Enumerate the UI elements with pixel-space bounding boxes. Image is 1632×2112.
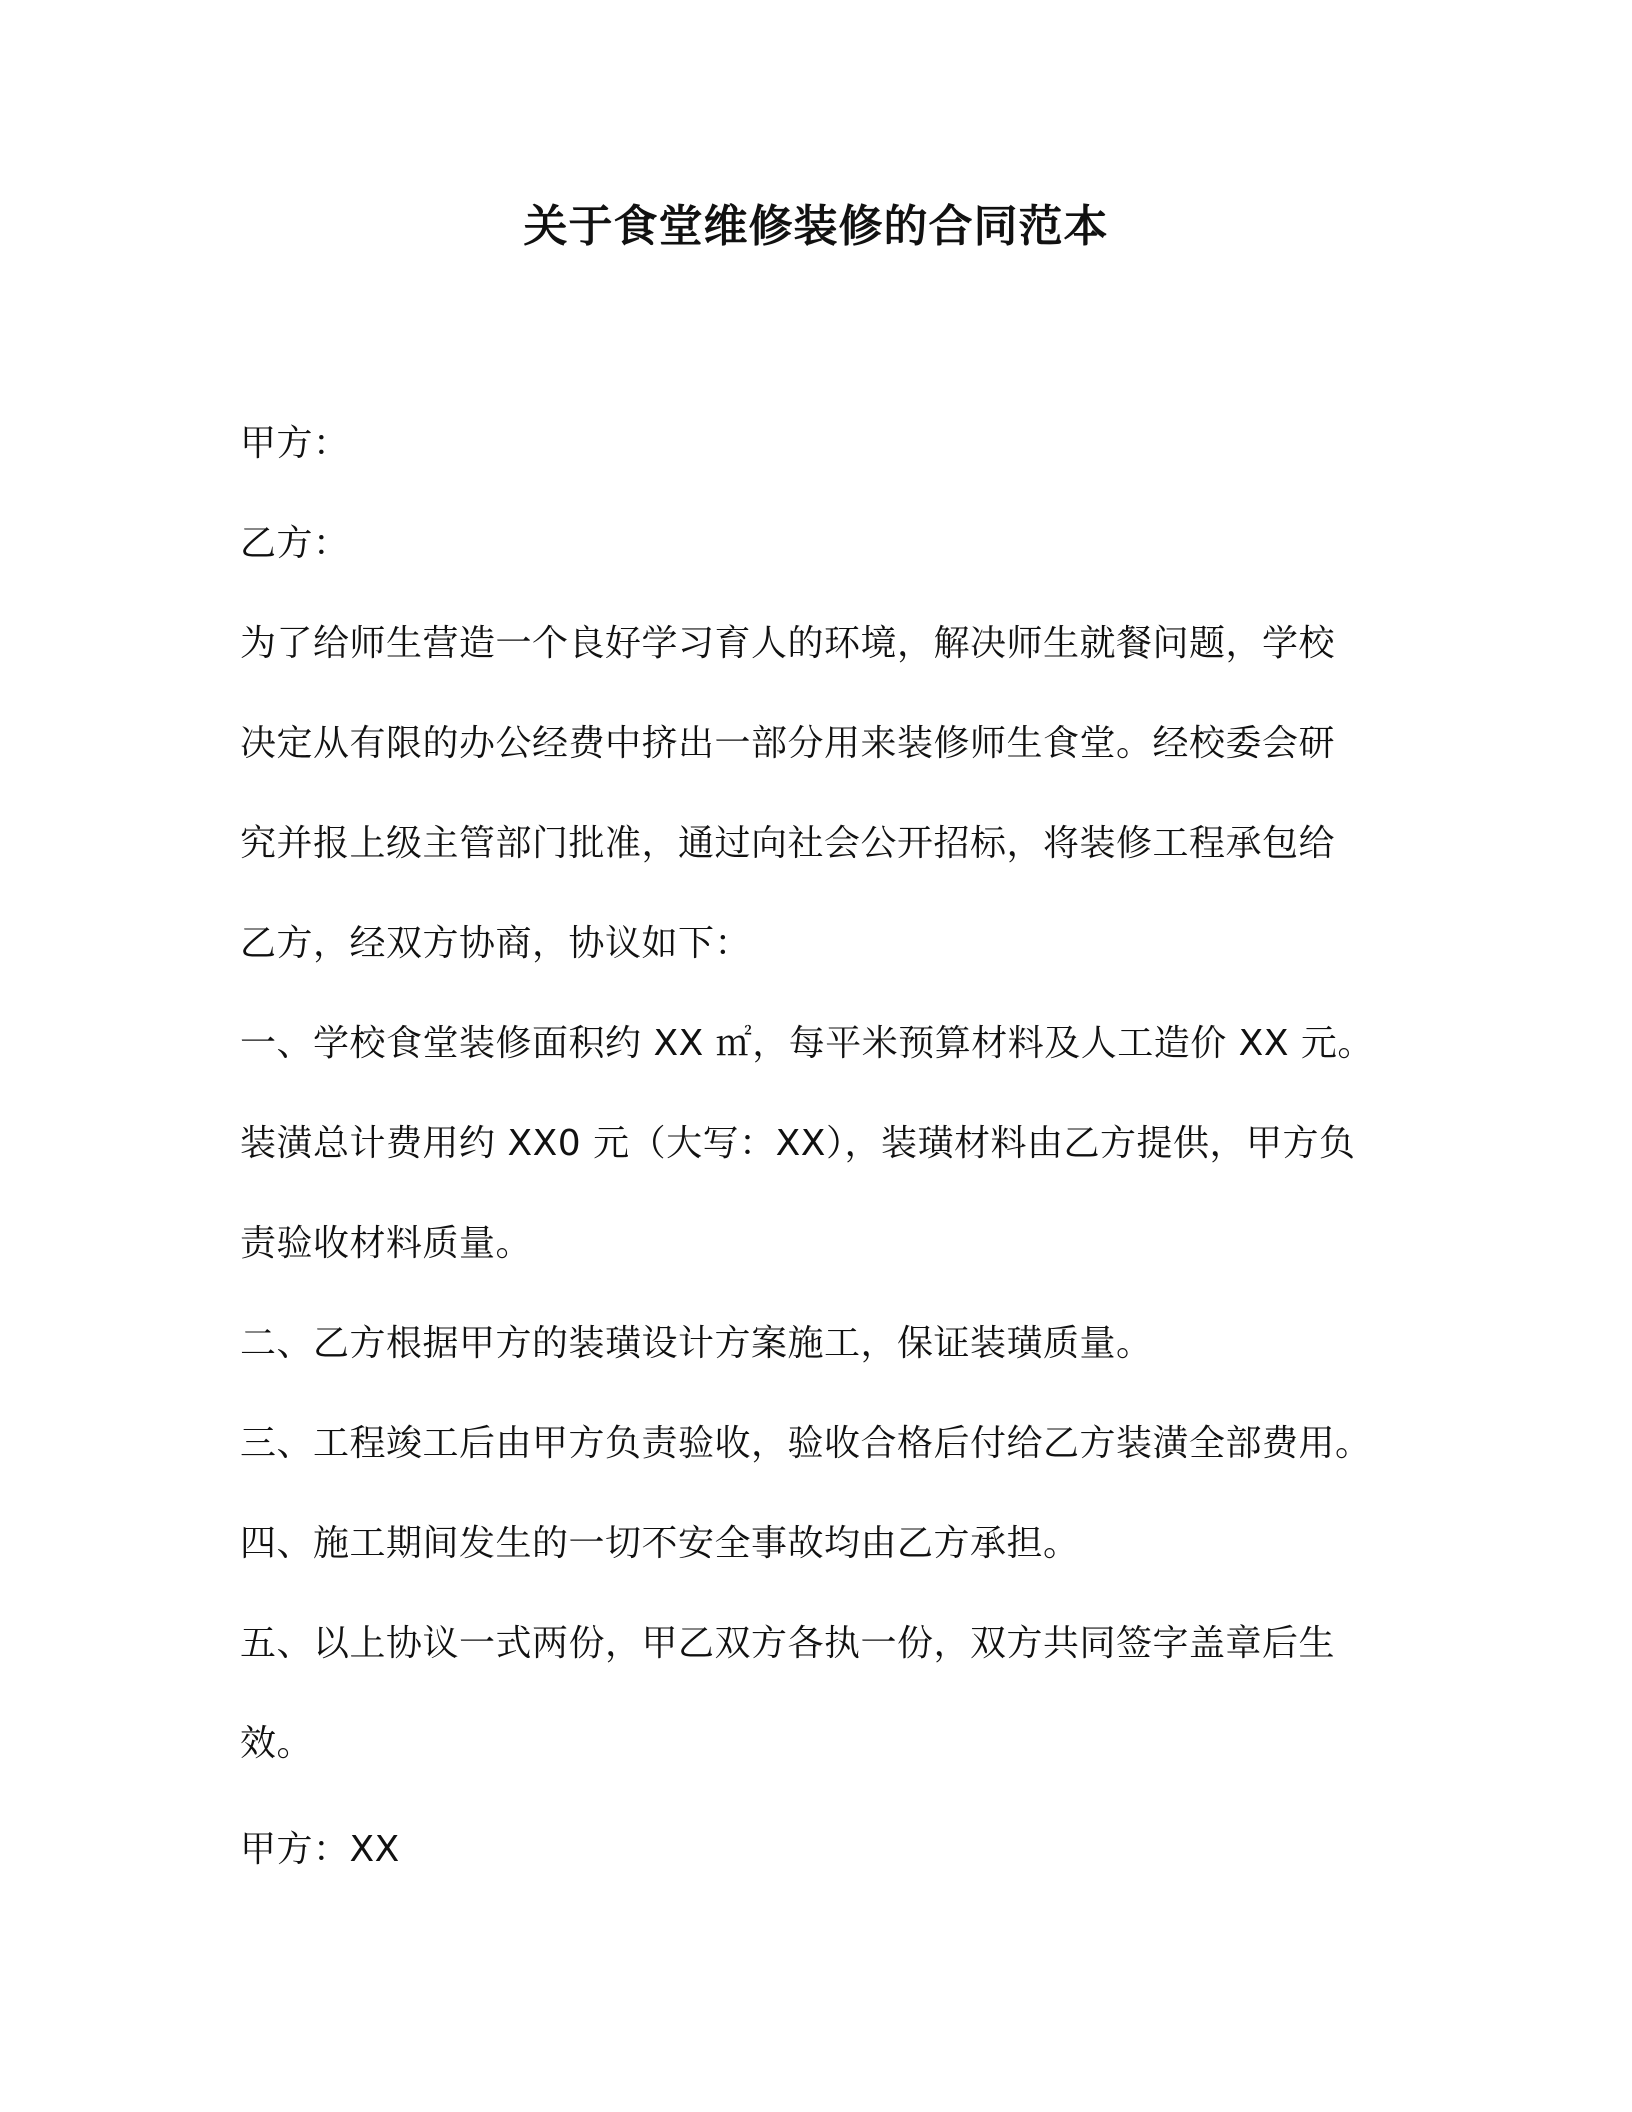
document-title: 关于食堂维修装修的合同范本 bbox=[523, 201, 1109, 252]
signature-party-a: 甲方：XX bbox=[240, 1829, 400, 1870]
party-a-label: 甲方： bbox=[240, 423, 350, 464]
party-b-label: 乙方： bbox=[240, 523, 350, 564]
clause-1-line-1: 一、学校食堂装修面积约 XX ㎡，每平米预算材料及人工造价 XX 元。 bbox=[240, 1023, 1374, 1064]
clause-1-line-3: 责验收材料质量。 bbox=[240, 1223, 533, 1264]
clause-1-line-2: 装潢总计费用约 XX0 元（大写：XX），装璜材料由乙方提供，甲方负 bbox=[240, 1123, 1356, 1164]
clause-3: 三、工程竣工后由甲方负责验收，验收合格后付给乙方装潢全部费用。 bbox=[240, 1423, 1372, 1464]
clause-2: 二、乙方根据甲方的装璜设计方案施工，保证装璜质量。 bbox=[240, 1323, 1153, 1364]
clause-5-line-1: 五、以上协议一式两份，甲乙双方各执一份，双方共同签字盖章后生 bbox=[240, 1623, 1336, 1664]
intro-line-1: 为了给师生营造一个良好学习育人的环境，解决师生就餐问题，学校 bbox=[240, 623, 1336, 664]
clause-5-line-2: 效。 bbox=[240, 1723, 314, 1764]
clause-4: 四、施工期间发生的一切不安全事故均由乙方承担。 bbox=[240, 1523, 1080, 1564]
intro-line-3: 究并报上级主管部门批准，通过向社会公开招标，将装修工程承包给 bbox=[240, 823, 1336, 864]
intro-line-2: 决定从有限的办公经费中挤出一部分用来装修师生食堂。经校委会研 bbox=[240, 723, 1336, 764]
intro-line-4: 乙方，经双方协商，协议如下： bbox=[240, 923, 752, 964]
